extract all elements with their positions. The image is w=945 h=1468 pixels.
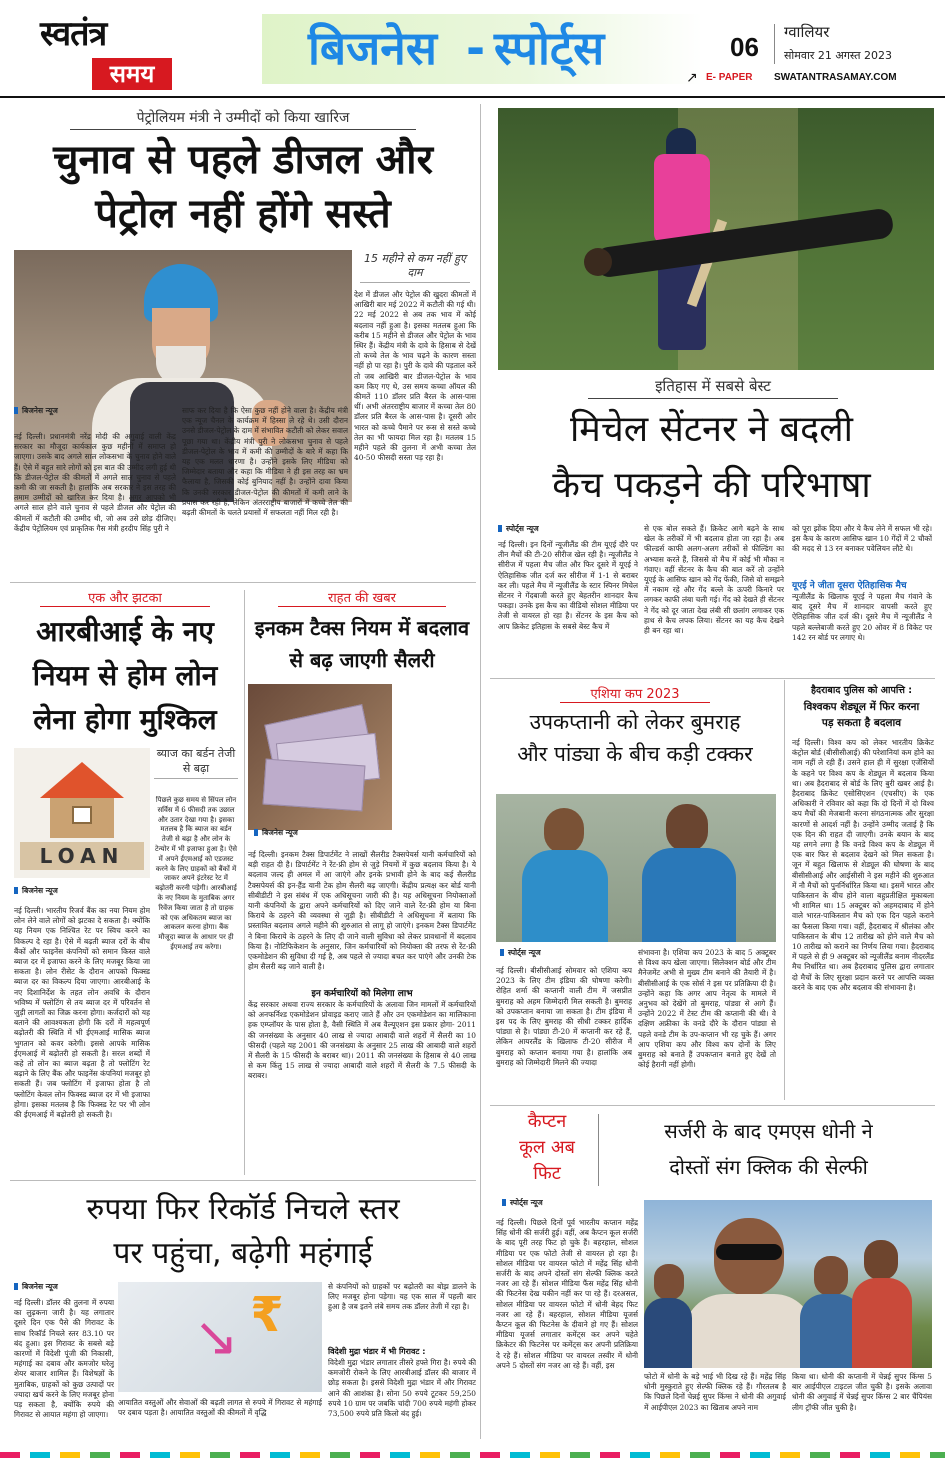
dhoni-selfie-photo — [644, 1200, 932, 1368]
article-worldcup-schedule — [788, 682, 935, 1102]
player1-head — [544, 808, 584, 854]
article-headline-line3: पड़ सकता है बदलाव — [821, 717, 902, 729]
article-headline-line2: पर पहुंचा, बढ़ेगी महंगाई — [113, 1236, 373, 1271]
city-name: ग्वालियर — [784, 23, 830, 41]
article-byline: बिजनेस न्यूज — [14, 406, 58, 416]
article-kicker: एक और झटका — [40, 588, 210, 607]
article-kicker: इतिहास में सबसे बेस्ट — [588, 376, 838, 399]
section-separator: - — [466, 21, 486, 75]
article-kicker: पेट्रोलियम मंत्री ने उम्मीदों को किया खारिज — [70, 108, 416, 130]
article-column-b: से एक बोल सकते हैं। क्रिकेट आगे बढ़ने के साथ खेल के तरीकों में भी बदलाव होता जा रहा है। अब फील्डर्स काफी अलग-अलग तरीकों से फील्डिंग का अभ्यास करते हैं, जिससे वो मैच में कोई भी मौका न गंवाए। वहीं सेंटनर के कैच की बात करें तो उन्होंने यूएई के आसिफ खान को गेंद फेंकी, जिसे वो समझने में नकाम रहे और गेंद बल्ले के ऊपरी किनारे पर लगकर काफी लंबा चली गई। गेंद को देखते ही सेंटनर ने गेंद को दूर जाता देख लंबी सी छलांग लगाकर एक हाथ से कैच लपक लिया। सेंटनर का यह कैच देखने ही बन रहा था। — [644, 524, 784, 636]
logo-bottom: समय — [92, 58, 172, 90]
rupee-symbol-icon: ₹ — [250, 1287, 284, 1343]
article-headline-line1: रुपया फिर रिकॉर्ड निचले स्तर — [86, 1192, 400, 1227]
article-headline-line1: सर्जरी के बाद एमएस धोनी ने — [664, 1119, 873, 1143]
article-byline: बिजनेस न्यूज — [254, 828, 298, 838]
cash-hands-image — [248, 684, 392, 830]
article-column-a: नई दिल्ली। बीसीसीआई सोमवार को एशिया कप 2023 के लिए टीम इंडिया की घोषणा करेगी। रोहित शर्मा की कप्तानी वाली टीम में जसप्रीत बुमराह को अहम जिम्मेदारी मिल सकती है। बुमराह को उपकप्तान बनाया जा सकता है। टीम इंडिया में इस पद के लिए बुमराह की सीधी टक्कर हार्दिक पांड्या से है। पांड्या टी-20 में कप्तानी कर रहे हैं, लेकिन आयरलैंड के खिलाफ टी-20 सीरीज में बुमराह को कप्तान बनाया गया है। हालांकि अब बुमराह को जिम्मेदारी मिलने की ज्यादा — [496, 966, 632, 1067]
article-fuel-prices — [10, 104, 476, 578]
fielder-head — [584, 248, 612, 276]
article-byline: बिजनेस न्यूज — [14, 1282, 58, 1292]
article-headline-line2: और पांड्या के बीच कड़ी टक्कर — [517, 742, 753, 766]
article-column-c2: विदेशी मुद्रा भंडार लगातार तीसरे हफ्ते गिरा है। रुपये की कमजोरी रोकने के लिए आरबीआई डॉलर की बाजार में छोड़ सकता है। इससे विदेशी मुद्रा भंडार में और गिरावट आने की आशंका है। सोना 50 रुपये टूटकर 59,250 रुपये 10 ग्राम पर जबकि चांदी 700 रुपये महंगी होकर 73,500 रुपये प्रति किलो बंद हुई। — [328, 1358, 476, 1419]
sunglasses-shape — [716, 1244, 782, 1260]
house-window — [72, 806, 92, 824]
article-subhead: 15 महीने से कम नहीं हुए दाम — [360, 252, 470, 283]
article-rbi-home-loan — [10, 588, 240, 1176]
article-headline-line2: पेट्रोल नहीं होंगे सस्ते — [95, 191, 391, 237]
article-byline: स्पोर्ट्स न्यूज — [500, 948, 541, 958]
kicker-line3: फिट — [533, 1163, 561, 1184]
article-byline: स्पोर्ट्स न्यूज — [498, 524, 539, 534]
person4-head — [654, 1264, 684, 1300]
article-headline-line1: हैदराबाद पुलिस को आपत्ति : — [811, 685, 912, 696]
article-column-b: साफ कर दिया है कि ऐसा कुछ नहीं होने वाला है। केंद्रीय मंत्री एक न्यूज चैनल के कार्यक्रम में हिस्सा ले रहे थे। उसी दौरान उनसे डीजल-पेट्रोल के दाम में संभावित कटौती को लेकर सवाल पूछा गया था। केंद्रीय मंत्री पुरी ने लोकसभा चुनाव से पहले डीजल-पेट्रोल के भाव में कमी की उम्मीदों के बारे में कहा कि यह एक मलत धारणा है। उन्होंने इसके लिए मीडिया को जिम्मेदार बताया और कहा कि मीडिया ने ही इस तरह का भ्रम फैलाया है, जिसकी कोई बुनियाद नहीं है। उन्होंने दावा किया कि उनकी सरकार डीजल-पेट्रोल की कीमतों में कमी लाने के प्रयास कर रही है, लेकिन अंतरराष्ट्रीय बाजारों में कच्चे तेल की बढ़ती कीमतों के चलते प्रयासों में सफलता नहीं मिल रही है। — [182, 406, 348, 518]
article-subhead: विदेशी मुद्रा भंडार में भी गिरावट : — [328, 1347, 426, 1356]
epaper-label[interactable]: E- PAPER — [706, 72, 753, 83]
article-column-c: को पूरा झोंक दिया और ये कैच लेने में सफल भी रहे। इस कैच के कारण आसिफ खान 10 गेंदों में 2 चौकों की मदद से 13 रन बनाकर पवेलियन लौटे थे। — [792, 524, 932, 554]
article-column-c: किया था। धोनी की कप्तानी में चेन्नई सुपर किंग्स 5 बार आईपीएल टाइटल जीत चुकी है। इसके अलावा धोनी की अगुवाई में चेन्नई सुपर किंग्स 2 बार चैंपियंस लीग ट्रॉफी जीत चुकी है। — [792, 1372, 932, 1412]
article-body: नई दिल्ली। भारतीय रिजर्व बैंक का नया नियम होम लोन लेने वाले लोगों को झटका दे सकता है। क्योंकि यह नियम एक निश्चित रेट पर स्विच करने का विकल्प दे रहा है। ऐसे में बढ़ती ब्याज दरों के बीच बैंकों और फाइनेंस कंपनियों को समान किस्त वाले ब्याज दर में इजाफा करने के लिए मजबूर किया जा सकता है। लोन रीसेट के दौरान आपको फिक्स्ड ब्याज दर का विकल्प दिया जाएगा। आरबीआई के नए दिशानिर्देश के तहत लोन अवधि के दौरान भविष्य में फ्लोटिंग से तय ब्याज दर में परिवर्तन से जुड़ी लागतों का जिक्र करना होगा। कर्जदारों को यह बताने की आवश्यकता होगी कि दरों में महत्वपूर्ण बढ़ोतरी की स्थिति में भी ईएमआई मासिक ब्याज भुगतान को कवर करेगी। इससे आपके मासिक ईएमआई में बढ़ोतरी हो सकती है। सरल शब्दों में कहे तो लोन का ब्याज बढ़ता है तो फ्लोटिंग रेट बढ़ाने के लिए बैंक और फाइनेंस कंपनियां मजबूर हो सकती हैं। जब फ्लोटिंग में इजाफा होता है तो फ्लोटिंग केवल लोन फिक्स्ड ब्याज दर में भी इजाफा होगा। इसका मतलब है कि फिक्स्ड रेट पर भी लोन की ईएमआई में बढ़ोतरी हो सकती है। — [14, 906, 150, 1120]
article-column-a: नई दिल्ली। पिछले दिनों पूर्व भारतीय कप्तान महेंद्र सिंह धोनी की सर्जरी हुई। वहीं, अब कैप्टन कूल सर्जरी के बाद पूरी तरह फिट हो चुके हैं। बहरहाल, सोशल मीडिया पर एक फोटो तेजी से वायरल हो रहा है। सोशल मीडिया पर वायरल फोटो में महेंद्र सिंह धोनी सर्जरी के बाद अपने दोस्तों संग सेल्फी क्लिक करते नजर आ रहे हैं। सोशल मीडिया फैंस महेंद्र सिंह धोनी की फिटनेस देख यकीन नहीं कर पा रहे हैं। दरअसल, सोशल मीडिया पर वायरल फोटो में धोनी बेहद फिट नजर आ रहे हैं। बहरहाल, सोशल मीडिया यूजर्स कैप्टन कूल की फिटनेस के दीवाने हो गए हैं। सोशल मीडिया यूजर्स लगातार कमेंट्स कर अपने चहेते क्रिकेटर की फिटनेस पर कमेंट्स कर अपनी प्रतिक्रिया दे रहे हैं। सोशल मीडिया पर वायरल तस्वीर में धोनी अपने 5 दोस्तों संग नजर आ रहे हैं। वहीं, इस — [496, 1218, 638, 1370]
article-santner-catch — [488, 104, 935, 674]
article-bumrah-pandya — [490, 682, 780, 1102]
players-photo — [496, 794, 776, 942]
banknote-3 — [263, 759, 366, 812]
article-column-a: नई दिल्ली। प्रधानमंत्री नरेंद्र मोदी की अगुवाई वाली केंद्र सरकार का मौजूदा कार्यकाल कुछ महीनों में समाप्त हो जाएगा। उसके बाद अगले साल लोकसभा के चुनाव होने वाले हैं। ऐसे में बहुत सारे लोगों को इस बात की उम्मीद लगी हुई थी कि डीजल-पेट्रोल की कीमतों में अगले साल चुनाव से पहले कमी की जा सकती है। हालांकि अब सरकार ने इस तरह की तमाम उम्मीदों को खारिज कर दिया है। अगर आपको भी अगले साल होने वाले चुनाव से पहले डीजल और पेट्रोल की कीमतों में कटौती की उम्मीद थी, जो अब उसे छोड़ दीजिए। केंद्रीय पेट्रोलियम एवं प्राकृतिक गैस मंत्री हरदीप सिंह पुरी ने — [14, 432, 176, 533]
article-body: नई दिल्ली। इनकम टैक्स डिपार्टमेंट ने लाखों सैलरीड टैक्सपेयर्स यानी कर्मचारियों को बड़ी राहत दी है। डिपार्टमेंट ने रेंट-फ्री होम से जुड़े नियमों में कुछ बदलाव किया है। ये बदलाव जल्द ही अमल में आ जाएंगे और इनके प्रभावी होने के बाद कई सैलरीड टैक्सपेयर्स की इन-हैंड यानी टेक होम सैलरी बढ़ जाएगी। केंद्रीय प्रत्यक्ष कर बोर्ड यानी सीबीडीटी ने इस संबंध में एक अधिसूचना जारी की है। यह अधिसूचना नियोक्ताओं यानी कंपनियों के द्वारा अपने कर्मचारियों को दिए जाने वाले रेंट-फ्री होम या बिना किराये के ठहरने की व्यवस्था से जुड़ी है। सीबीडीटी ने अधिसूचना में बताया कि प्रस्तावित बदलाव अगले महीने की शुरुआत से लागू हो जाएंगे। इनकम टैक्स डिपार्टमेंट ने बिना किराये के ठहरने के लिए दी जाने वाली सुविधा को लेकर प्रावधानों में बदलाव किया है। नोटिफिकेशन के अनुसार, जिन कर्मचारियों को नियोक्ता की तरफ से रेंट-फ्री एकमोडेशन की सुविधा दी गई है, अब पहले से ज्यादा बचत कर पाएंगे और उनकी टेक होम सैलरी बढ़ जाने वाली है। — [248, 850, 476, 972]
issue-date: सोमवार 21 अगस्त 2023 — [784, 49, 892, 62]
person1-body — [684, 1294, 814, 1368]
house-roof — [40, 762, 124, 798]
section-sports: स्पोर्ट्स — [494, 21, 605, 75]
person3-head — [864, 1240, 898, 1280]
article-body-2: केंद्र सरकार अथवा राज्य सरकार के कर्मचारियों के अलावा जिन मामलों में कर्मचारियों को अनफर्निश्ड एकमोडेशन प्रोवाइड कराए जाते हैं और उन एकमोडेशन का मालिकाना हक एम्प्लॉयर के पास होता है, वैसी स्थिति में अब वैल्यूएशन इस प्रकार होगा- 2011 की जनसंख्या के अनुसार 40 लाख से ज्यादा आबादी वाले शहरों में सैलरी का 10 फीसदी (पहले यह 2001 की जनसंख्या के अनुसार 25 लाख की आबादी वाले शहरों में सैलरी के 15 फीसदी के बराबर था)। 2011 की जनसंख्या के हिसाब से 40 लाख से कम किंतु 15 लाख से ज्यादा आबादी वाले शहरों में सैलरी के 7.5 फीसदी के बराबर। — [248, 1000, 476, 1081]
person2-head — [814, 1256, 848, 1296]
article-column-a: नई दिल्ली। इन दिनों न्यूजीलैंड की टीम यूएई दौरे पर तीन मैचों की टी-20 सीरीज खेल रही है। न्यूजीलैंड ने सीरीज में पहला मैच जीत और फिर दूसरे में यूएई ने ऐतिहासिक जीत दर्ज कर सीरीज में 1-1 से बराबर कर ली। पहले मैच में न्यूजीलैंड के स्टार स्पिनर मिचेल सेंटनर ने गेंदबाजी करते हुए बेहतरीन शानदार कैच पकड़ा। उनके इस कैच का वीडियो सोशल मीडिया पर तेजी से वायरल हो रहा है। सेंटनर के इस कैच को आप क्रिकेट इतिहास के सबसे बेस्ट कैच में — [498, 540, 638, 631]
person4-body — [644, 1298, 692, 1368]
article-column-b: फोटो में धोनी के बड़े भाई भी दिख रहे हैं। महेंद्र सिंह धोनी मुस्कुराते हुए सेल्फी क्लिक रहे हैं। गौरतलब है कि पिछले दिनों चेन्नई सुपर किंग्स ने धोनी की अगुवाई में आईपीएल 2023 का खिताब अपने नाम — [644, 1372, 786, 1412]
article-headline-line1: उपकप्तानी को लेकर बुमराह — [529, 710, 741, 734]
article-headline-line1: मिचेल सेंटनर ने बदली — [569, 409, 854, 450]
article-subhead: इन कर्मचारियों को मिलेगा लाभ — [311, 989, 413, 999]
down-arrow-icon: ↘ — [193, 1305, 239, 1368]
article-headline: इनकम टैक्स नियम में बदलाव से बढ़ जाएगी सैलरी — [254, 616, 470, 672]
section-business: बिजनेस — [308, 21, 437, 75]
side-column: पिछले कुछ समय से सिंपल लोन सर्विस में 6 फीसदी तक उछाल और उतार देखा गया है। इसका मतलब है कि ब्याज का बर्डन तेजी से बढ़ा है और लोन के टेन्योर में भी इजाफा हुआ है। ऐसे में अपने ईएमआई को एडजस्ट करने के लिए ग्राहकों को बैंकों में जाकर अपने इंटरेस्ट रेट में बढ़ोतरी करनी पड़ेगी। आरबीआई के नए नियम के मुताबिक अगर रिवेंज किया जाता है तो ग्राहक को एक अधिकतम ब्याज का आकलन करना होगा। बैंक मौजूदा ब्याज के आधार पर ही ईएमआई तय करेगा। — [154, 796, 238, 951]
batsman-body — [654, 154, 710, 244]
article-byline: बिजनेस न्यूज — [14, 886, 58, 896]
article-byline: स्पोर्ट्स न्यूज — [502, 1198, 543, 1208]
loan-house-image — [14, 748, 150, 878]
side-subhead: ब्याज का बर्डन तेजी से बढ़ा — [154, 746, 238, 779]
website-link[interactable]: SWATANTRASAMAY.COM — [774, 72, 897, 83]
masthead — [0, 0, 945, 100]
catch-photo — [498, 108, 934, 370]
kicker-line1: कैप्टन — [527, 1111, 567, 1132]
page-number: 06 — [730, 32, 759, 62]
article-column-c2: न्यूजीलैंड के खिलाफ यूएई ने पहला मैच गंवाने के बाद दूसरे मैच में शानदार वापसी करते हुए ऐतिहासिक जीत दर्ज की। दूसरे मैच में न्यूजीलैंड ने पहले बल्लेबाजी करते हुए 20 ओवर में 8 विकेट पर 142 रन बोर्ड पर लगाए थे। — [792, 592, 932, 642]
loan-sign: LOAN — [20, 842, 144, 870]
person3-body — [852, 1278, 912, 1368]
article-headline-line2: दोस्तों संग क्लिक की सेल्फी — [669, 1155, 868, 1179]
article-kicker: एशिया कप 2023 — [560, 684, 710, 703]
article-headline-line1: चुनाव से पहले डीजल और — [53, 137, 433, 183]
article-subhead: यूएई ने जीता दूसरा ऐतिहासिक मैच — [792, 581, 907, 591]
article-dhoni-selfie — [490, 1108, 935, 1444]
article-column-b: संभावना है। एशिया कप 2023 के बाद 5 अक्टूबर से विश्व कप खेला जाएगा। सिलेक्शन बोर्ड और टीम मैनेजमेंट अभी से मुख्य टीम बनाने की तैयारी में है। बीसीसीआई के एक सोर्स ने इस पर प्रतिक्रिया दी है। उन्होंने कहा कि अगर आप नेतृत्व के मामले में अनुभव को देखेंगे तो बुमराह, पांड्या से आगे हैं। उन्होंने 2022 में टेस्ट टीम की कप्तानी की थी। वे दक्षिण अफ्रीका के वनडे दौरे के दौरान पांड्या से पहले वनडे टीम के उप-कप्तान भी रह चुके हैं। अगर आप एशिया कप और विश्व कप दोनों के लिए बुमराह को बनाते हैं उपकप्तान बनाते हुए देखें तो कोई हैरानी नहीं होगी। — [638, 948, 776, 1070]
article-column-c: देश में डीजल और पेट्रोल की खुदरा कीमतों में आखिरी बार मई 2022 में कटौती की गई थी। 22 मई 2022 से अब तक भाव में कोई बदलाव नहीं हुआ है। इसका मतलब हुआ कि करीब 15 महीने से डीजल और पेट्रोल के भाव स्थिर हैं। केंद्रीय मंत्री के दावे के हिसाब से देखें तो कच्चे तेल के भाव चढ़ने के कारण सस्ता नहीं हो पा रहा है। पुरी के दावे की पड़ताल करें तो जब आखिरी बार डीजल-पेट्रोल के भाव कम किए गए थे, उस समय कच्चा ऑयल की कीमतें 110 डॉलर प्रति बैरल के आस-पास थीं। अभी अंतरराष्ट्रीय बाजार में कच्चा तेल 80 डॉलर प्रति बैरल के आस-पास है। दूसरी ओर भारत को कच्चे पैमाने पर रूस से सस्ते कच्चे तेल का भी फायदा मिल रहा है। मतलब 15 महीने पहले की तुलना में अभी कच्चा तेल 40-50 फीसदी सस्ता पड़ रहा है। — [354, 290, 476, 463]
article-headline-line2: कैच पकड़ने की परिभाषा — [552, 465, 871, 506]
article-headline: आरबीआई के नए नियम से होम लोन लेना होगा मुश्किल — [32, 615, 218, 736]
logo-top: स्वतंत्र — [40, 14, 107, 54]
section-banner — [262, 14, 702, 84]
article-rupee-low — [10, 1186, 476, 1444]
article-body: नई दिल्ली। विश्व कप को लेकर भारतीय क्रिकेट कंट्रोल बोर्ड (बीसीसीआई) की परेशानियां कम होने का नाम नहीं ले रही हैं। उसने हाल ही में सुरक्षा एजेंसियों के कहने पर विश्व कप के शेड्यूल में बदलाव किया था। अब हैदराबाद से बोर्ड के लिए बुरी खबर आई है। हैदराबाद क्रिकेट एसोसिएशन (एचसीए) के एक अधिकारी ने रविवार को कहा कि दो दिनों में दो विश्व कप मैचों की मेजबानी करना संगठनात्मक और सुरक्षा कारणों से आदर्श नहीं है। उन्होंने उम्मीद जताई है कि एक दिन की राहत दी जाएगी। उनके बयान के बाद यह लगने लगा है कि वनडे विश्व कप के शेड्यूल में एक बार फिर से बदलाव देखने को मिल सकता है। जून में बहुत खिलाफ से शेड्यूल की घोषणा के बाद बीसीसीआई और आईसीसी ने इस महीने की शुरुआत में नौ मैचों को पुनर्निर्धारित किया था। इसमें भारत और पाकिस्तान के बीच होने वाला बहुप्रतीक्षित मुकाबला भी शामिल था। 15 अक्टूबर को अहमदाबाद में होने वाले भारत-पाकिस्तान मैच को एक दिन पहले कराने का फैसला किया गया। वहीं, हैदराबाद में श्रीलंका और पाकिस्तान के बीच 12 तारीख को होने वाले मैच को 10 तारीख को कराने का निर्णय लिया गया। हैदराबाद में पहले से ही 9 अक्टूबर को न्यूजीलैंड बनाम नीदरलैंड मैच निर्धारित था। अब हैदराबाद पुलिस द्वारा लगातार दो मैचों के लिए सुरक्षा प्रदान करने पर आपत्ति व्यक्त करने के बाद एक और बदलाव की संभावना है। — [792, 738, 934, 992]
article-column-c: से कंपनियों को ग्राहकों पर बढ़ोतरी का बोझ डालने के लिए मजबूर होना पड़ेगा। यह एक साल में पहली बार हुआ है जब इतने लंबे समय तक डॉलर तेजी में रहा है। — [328, 1282, 476, 1312]
article-column-a: नई दिल्ली। डॉलर की तुलना में रुपया का लुढ़कना जारी है। यह लगातार दूसरे दिन एक पैसे की गिरावट के साथ रिकॉर्ड निचले स्तर 83.10 पर बंद हुआ। इस गिरावट के सबसे बड़े कारणों में विदेशी पूंजी की निकासी, महंगाई का दबाव और कमजोर घरेलू शेयर बाजार शामिल हैं। विशेषज्ञों के मुताबिक, ग्राहकों को कुछ उत्पादों पर ज्यादा खर्च करने के लिए मजबूर होना पड़ सकता है, क्योंकि रुपये की गिरावट से आयात महंगा हो जाएगा। — [14, 1298, 114, 1420]
player2-head — [666, 804, 708, 852]
article-kicker: राहत की खबर — [278, 588, 446, 607]
bottom-color-strip — [0, 1452, 945, 1458]
kicker-line2: कूल अब — [519, 1137, 575, 1158]
rupee-falling-image — [118, 1282, 322, 1392]
article-headline-line2: विश्वकप शेड्यूल में फिर करना — [803, 701, 920, 713]
player1-body — [522, 850, 608, 942]
logo[interactable] — [40, 14, 180, 94]
epaper-arrow-icon: ↗ — [686, 70, 698, 86]
article-column-b: आयातित वस्तुओं और सेवाओं की बढ़ती लागत से रुपये में गिरावट से महंगाई पर दबाव पड़ता है। आयातित वस्तुओं की कीमतों में वृद्धि — [118, 1398, 322, 1418]
player2-body — [642, 848, 736, 942]
article-income-tax — [248, 588, 476, 1176]
